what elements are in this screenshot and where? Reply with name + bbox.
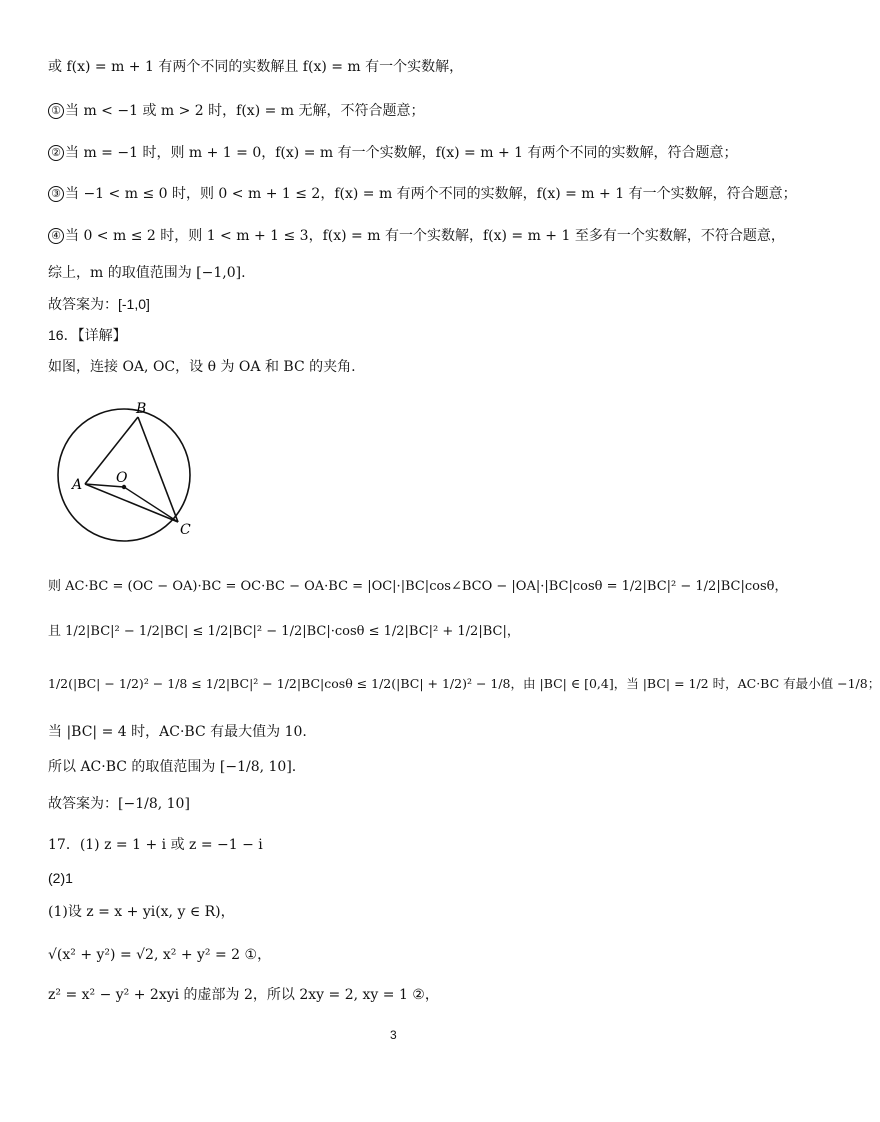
circle-diagram [52, 400, 202, 550]
text-line-13: 当 |BC| = 4 时，AC·BC 有最大值为 10. [48, 724, 307, 740]
segment-oc [124, 487, 178, 522]
text-line-9: 如图，连接 OA, OC，设 θ 为 OA 和 BC 的夹角. [48, 359, 356, 375]
text-line-19: √(x² + y²) = √2, x² + y² = 2 ①， [48, 947, 272, 963]
segment-bc [138, 417, 178, 522]
segment-ac [85, 484, 178, 522]
circled-number-2: ② [48, 145, 64, 161]
label-c: C [180, 522, 191, 538]
circled-number-4: ④ [48, 228, 64, 244]
text-line-15: 故答案为：[−1/8, 10] [48, 796, 190, 812]
text-line-3: ② 当 m = −1 时，则 m + 1 = 0，f(x) = m 有一个实数解，f(x) = m + 1 有两个不同的实数解，符合题意； [48, 143, 738, 163]
text-line-14: 所以 AC·BC 的取值范围为 [−1/8, 10]. [48, 759, 297, 775]
section-heading-17: 17．(1) z = 1 + i 或 z = −1 − i [48, 837, 263, 853]
text-line-7: 故答案为：[-1,0] [48, 296, 150, 312]
text-line-20: z² = x² − y² + 2xyi 的虚部为 2，所以 2xy = 2, xy = 1 ②， [48, 987, 439, 1003]
answer-part-2: (2)1 [48, 870, 73, 886]
text-line-10: 则 AC·BC = (OC − OA)·BC = OC·BC − OA·BC = |OC|·|BC|cos∠BCO − |OA|·|BC|cosθ = 1/2|BC|² − 1/2|BC|cosθ， [48, 579, 788, 594]
text-line-11: 且 1/2|BC|² − 1/2|BC| ≤ 1/2|BC|² − 1/2|BC|·cosθ ≤ 1/2|BC|² + 1/2|BC|， [48, 624, 520, 639]
text-line-6: 综上，m 的取值范围为 [−1,0]. [48, 265, 246, 281]
text-line-5: ④ 当 0 < m ≤ 2 时，则 1 < m + 1 ≤ 3，f(x) = m 有一个实数解，f(x) = m + 1 至多有一个实数解，不符合题意， [48, 226, 785, 246]
section-heading-16: 16．【详解】 [48, 327, 127, 343]
label-b: B [136, 401, 147, 417]
label-o: O [116, 470, 128, 486]
circled-number-3: ③ [48, 186, 64, 202]
segment-ab [85, 417, 138, 484]
text-line-18: (1)设 z = x + yi(x, y ∈ R)， [48, 904, 235, 920]
text-line-1: 或 f(x) = m + 1 有两个不同的实数解且 f(x) = m 有一个实数解， [48, 59, 464, 75]
text-line-4: ③ 当 −1 < m ≤ 0 时，则 0 < m + 1 ≤ 2，f(x) = m 有两个不同的实数解，f(x) = m + 1 有一个实数解，符合题意； [48, 184, 797, 204]
text-line-12: 1/2(|BC| − 1/2)² − 1/8 ≤ 1/2|BC|² − 1/2|BC|cosθ ≤ 1/2(|BC| + 1/2)² − 1/8，由 |BC| ∈ [0,4]，当 |BC| = 1/2 时，AC·BC 有最小值 −1/8； [48, 676, 880, 691]
text-line-2: ① 当 m < −1 或 m > 2 时，f(x) = m 无解，不符合题意； [48, 101, 425, 121]
circled-number-1: ① [48, 103, 64, 119]
label-a: A [72, 477, 83, 493]
page-number: 3 [390, 1028, 397, 1042]
